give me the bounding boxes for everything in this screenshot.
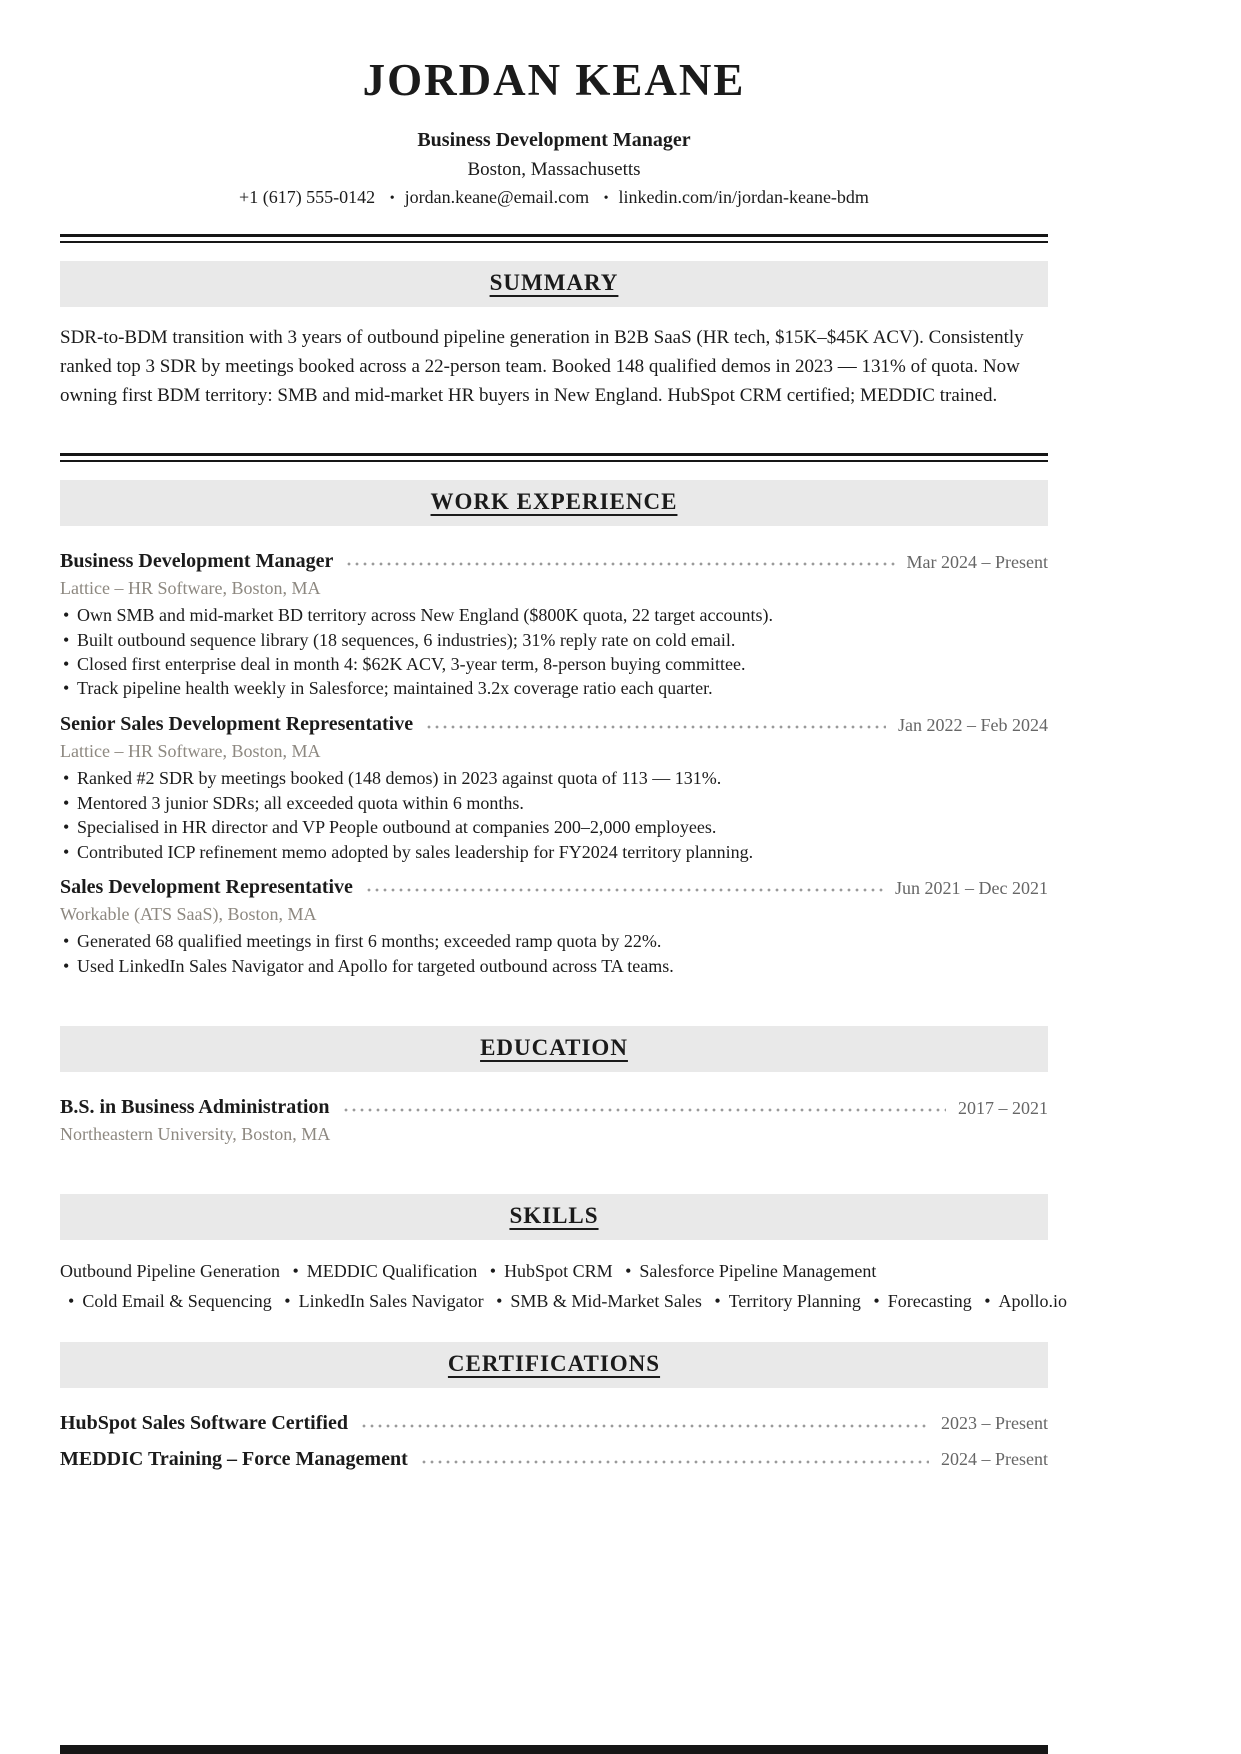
skills-line	[60, 1256, 1048, 1286]
job-bullets	[60, 767, 1048, 864]
summary-text: SDR-to-BDM transition with 3 years of outbound pipeline generation in B2B SaaS (HR tech, $15K–$45K ACV). Consistently ranked top 3 SDR by meetings booked across a 22-person team. Booked 148 qualified demos in 2023 — 131% of quota. Now owning first BDM territory: SMB and mid-market HR buyers in New England. HubSpot CRM certified; MEDDIC trained.	[60, 326, 1024, 407]
skill-item: • Apollo.io	[976, 1291, 1067, 1311]
certification-dates: 2024 – Present	[941, 1449, 1048, 1470]
job-title: Business Development Manager	[60, 549, 334, 572]
job-bullet: • Built outbound sequence library (18 sequences, 6 industries); 31% reply rate on cold email.	[60, 629, 1048, 652]
section-education	[60, 1026, 1048, 1146]
skill-item: • HubSpot CRM	[482, 1261, 613, 1281]
job-entry	[60, 548, 1048, 701]
certifications-heading-banner	[60, 1342, 1048, 1388]
job-bullets	[60, 604, 1048, 701]
resume-page	[60, 0, 1068, 1472]
skill-item: • Territory Planning	[706, 1291, 861, 1311]
job-bullet: • Track pipeline health weekly in Salesforce; maintained 3.2x coverage ratio each quarter.	[60, 677, 1048, 700]
page-bottom-rule	[60, 1745, 1048, 1754]
job-dates: Jun 2021 – Dec 2021	[895, 877, 1048, 898]
job-company: Lattice – HR Software, Boston, MA	[60, 740, 321, 761]
summary-heading-banner	[60, 261, 1048, 307]
skill-item: • MEDDIC Qualification	[284, 1261, 477, 1281]
job-bullet: • Ranked #2 SDR by meetings booked (148 demos) in 2023 against quota of 113 — 131%.	[60, 767, 1048, 790]
skills-heading: SKILLS	[509, 1202, 599, 1228]
dotted-leader	[360, 1424, 929, 1428]
job-entry	[60, 874, 1048, 978]
job-header	[60, 548, 1048, 574]
job-title: Sales Development Representative	[60, 875, 353, 898]
certifications-heading: CERTIFICATIONS	[447, 1350, 661, 1376]
job-bullet: • Specialised in HR director and VP People outbound at companies 200–2,000 employees.	[60, 816, 1048, 839]
job-bullet: • Own SMB and mid-market BD territory across New England ($800K quota, 22 target accounts).	[60, 604, 1048, 627]
dotted-leader	[365, 888, 883, 892]
candidate-name: JORDAN KEANE	[362, 55, 746, 105]
job-bullet: • Generated 68 qualified meetings in first 6 months; exceeded ramp quota by 22%.	[60, 930, 1048, 953]
education-entry	[60, 1094, 1048, 1146]
contact-linkedin: • linkedin.com/in/jordan-keane-bdm	[594, 187, 869, 207]
job-bullet: • Closed first enterprise deal in month 4: $62K ACV, 3-year term, 8-person buying committee.	[60, 653, 1048, 676]
dotted-leader	[425, 725, 886, 729]
education-heading-banner	[60, 1026, 1048, 1072]
resume-header	[60, 0, 1048, 208]
job-bullets	[60, 930, 1048, 978]
certification-entry	[60, 1446, 1048, 1472]
candidate-location: Boston, Massachusetts	[467, 158, 641, 180]
job-dates: Jan 2022 – Feb 2024	[898, 714, 1048, 735]
job-header	[60, 711, 1048, 737]
job-entry	[60, 711, 1048, 864]
skill-item: • Forecasting	[865, 1291, 971, 1311]
section-skills	[60, 1194, 1068, 1316]
skill-item: • LinkedIn Sales Navigator	[276, 1291, 483, 1311]
skill-item: Outbound Pipeline Generation	[60, 1260, 280, 1281]
job-company: Workable (ATS SaaS), Boston, MA	[60, 903, 317, 924]
job-bullet: • Used LinkedIn Sales Navigator and Apollo for targeted outbound across TA teams.	[60, 955, 1048, 978]
education-dates: 2017 – 2021	[958, 1097, 1048, 1118]
education-header	[60, 1094, 1048, 1120]
summary-heading: SUMMARY	[489, 269, 619, 295]
experience-heading-banner	[60, 480, 1048, 526]
skills-heading-banner	[60, 1194, 1048, 1240]
contact-email: • jordan.keane@email.com	[380, 187, 589, 207]
certification-dates: 2023 – Present	[941, 1413, 1048, 1434]
contact-phone: +1 (617) 555-0142	[239, 186, 376, 207]
job-dates: Mar 2024 – Present	[906, 551, 1048, 572]
job-header	[60, 874, 1048, 900]
job-bullet: • Contributed ICP refinement memo adopted by sales leadership for FY2024 territory planning.	[60, 841, 1048, 864]
skills-line	[60, 1286, 1068, 1316]
dotted-leader	[342, 1108, 946, 1112]
section-work-experience	[60, 480, 1048, 978]
degree-title: B.S. in Business Administration	[60, 1096, 330, 1119]
job-company: Lattice – HR Software, Boston, MA	[60, 577, 321, 598]
experience-heading: WORK EXPERIENCE	[430, 488, 678, 514]
dotted-leader	[420, 1460, 929, 1464]
job-title: Senior Sales Development Representative	[60, 712, 414, 735]
section-divider	[60, 453, 1048, 462]
skill-item: • Salesforce Pipeline Management	[617, 1261, 876, 1281]
skill-item: • Cold Email & Sequencing	[60, 1291, 272, 1311]
skill-item: • SMB & Mid-Market Sales	[488, 1291, 702, 1311]
dotted-leader	[345, 562, 894, 566]
contact-line	[60, 187, 1048, 208]
certification-name: MEDDIC Training – Force Management	[60, 1447, 408, 1470]
candidate-title: Business Development Manager	[417, 128, 691, 151]
job-bullet: • Mentored 3 junior SDRs; all exceeded quota within 6 months.	[60, 792, 1048, 815]
section-summary	[60, 261, 1048, 411]
section-certifications	[60, 1342, 1048, 1472]
education-heading: EDUCATION	[480, 1035, 628, 1061]
school-name: Northeastern University, Boston, MA	[60, 1124, 331, 1145]
certification-entry	[60, 1410, 1048, 1436]
certification-name: HubSpot Sales Software Certified	[60, 1411, 348, 1434]
skills-list	[60, 1256, 1068, 1316]
section-divider	[60, 234, 1048, 243]
